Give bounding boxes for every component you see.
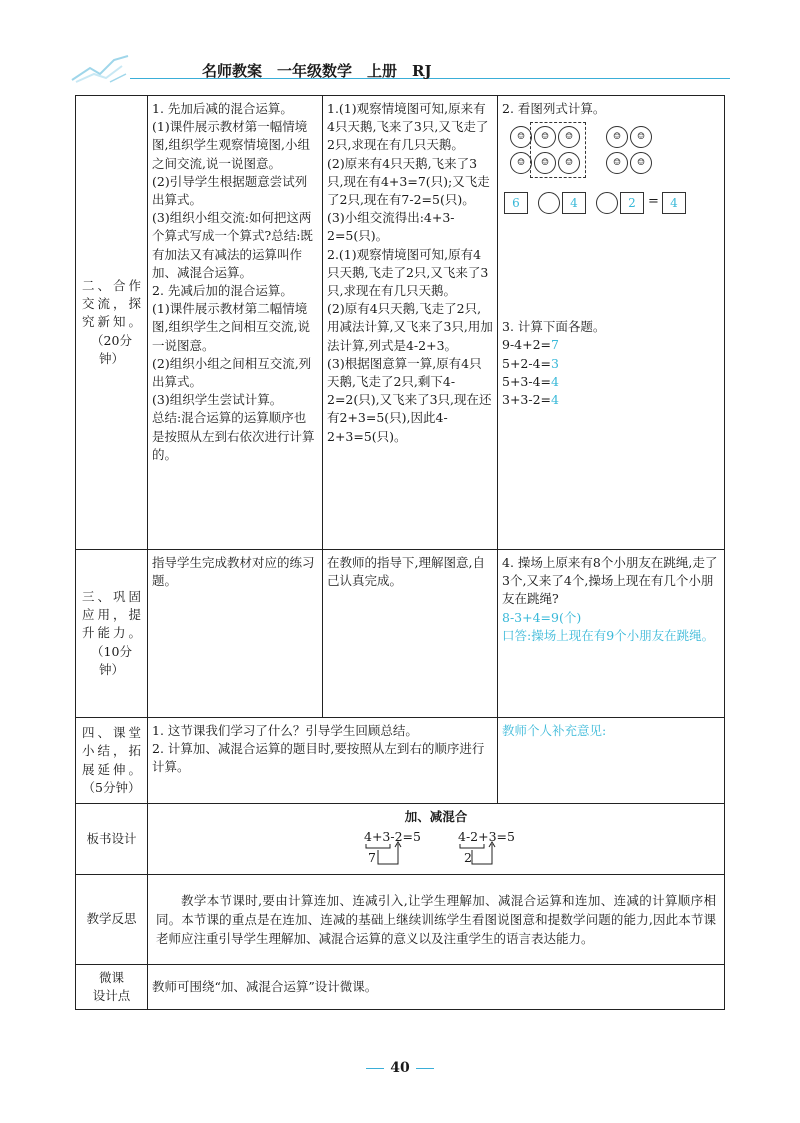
section-summary bbox=[76, 718, 725, 804]
page-header bbox=[70, 50, 730, 90]
smiley-face-icon: ☺ bbox=[606, 126, 628, 148]
section-practice bbox=[76, 550, 725, 718]
board-intermediate: 2 bbox=[464, 850, 472, 865]
header-title: 名师教案 一年级数学 上册 RJ bbox=[202, 62, 432, 80]
reflection-row bbox=[76, 875, 725, 965]
equation-box: 2 bbox=[620, 192, 644, 214]
summary-text: 1. 这节课我们学习了什么？引导学生回顾总结。 2. 计算加、减混合运算的题目时,要按照从左到右的顺序进行计算。 bbox=[148, 718, 498, 804]
smiley-face-icon: ☺ bbox=[534, 152, 556, 174]
calc-item: 3+3-2=4 bbox=[502, 392, 559, 408]
smiley-faces-figure bbox=[502, 122, 720, 184]
equation-box: 4 bbox=[562, 192, 586, 214]
smiley-face-icon: ☺ bbox=[558, 152, 580, 174]
board-expression: 4+3-2=5 bbox=[364, 829, 421, 844]
equation-box: 6 bbox=[504, 192, 528, 214]
smiley-face-icon: ☺ bbox=[534, 126, 556, 148]
page-footer bbox=[0, 1060, 800, 1076]
exercise-column: 2. 看图列式计算。 ☺ ☺ ☺ ☺ ☺ ☺ ☺ ☺ ☺ ☺ 6 4 2 = 4 3. 计算下面各题。 9-4+2=7 5+2-4=3 5+3-4=4 3+3-2=4 bbox=[498, 96, 725, 550]
board-arrows-icon bbox=[152, 808, 652, 870]
smiley-face-icon: ☺ bbox=[558, 126, 580, 148]
dashed-group-box bbox=[530, 122, 586, 178]
exercise-column: 4. 操场上原来有8个小朋友在跳绳,走了3个,又来了4个,操场上现在有几个小朋友在跳绳? 8-3+4=9(个) 口答:操场上现在有9个小朋友在跳绳。 bbox=[498, 550, 725, 718]
smiley-face-icon: ☺ bbox=[510, 126, 532, 148]
teacher-activity: 1. 先加后减的混合运算。 (1)课件展示教材第一幅情境图,组织学生观察情境图,小组之间交流,说一说图意。 (2)引导学生根据题意尝试列出算式。 (3)组织小组交流:如何把这两个算式写成一个算式?总结:既有加法又有减法的运算叫作加、减混合运算。 2. 先减后加的混合运算。 (1)课件展示教材第二幅情境图,组织学生之间相互交流,说一说图意。 (2)组织小组之间相互交流,列出算式。 (3)组织学生尝试计算。 总结:混合运算的运算顺序也是按照从左到右依次进行计算的。 bbox=[148, 96, 323, 550]
student-activity: 1.(1)观察情境图可知,原来有4只天鹅,飞来了3只,又飞走了2只,求现在有几只天鹅。 (2)原来有4只天鹅,飞来了3只,现在有4+3=7(只);又飞走了2只,现在有7-2=5(只)。 (3)小组交流得出:4+3-2=5(只)。 2.(1)观察情境图可知,原有4只天鹅,飞走了2只,又飞来了3只,求现在有几只天鹅。 (2)原有4只天鹅,飞走了2只,用减法计算,又飞来了3只,用加法计算,列式是4-2+3。 (3)根据图意算一算,原有4只天鹅,飞走了2只,剩下4-2=2(只),又飞来了3只,现在还有2+3=5(只),因此4-2+3=5(只)。 bbox=[323, 96, 498, 550]
calc-item: 9-4+2=7 bbox=[502, 337, 559, 353]
stage-label: 二、合作 交流，探 究新知。 （20分钟） bbox=[76, 96, 148, 550]
footer-dash bbox=[366, 1068, 384, 1069]
calc-item: 5+2-4=3 bbox=[502, 355, 559, 371]
board-intermediate: 7 bbox=[368, 850, 376, 865]
operator-circle bbox=[538, 192, 560, 214]
equation-boxes bbox=[502, 192, 720, 222]
calc-item: 5+3-4=4 bbox=[502, 373, 559, 389]
micro-label: 微课 设计点 bbox=[76, 965, 148, 1010]
header-decoration-icon bbox=[70, 52, 132, 86]
footer-dash bbox=[416, 1068, 434, 1069]
board-design-row bbox=[76, 804, 725, 875]
operator-circle bbox=[596, 192, 618, 214]
smiley-face-icon: ☺ bbox=[630, 126, 652, 148]
reflection-text: 教学本节课时,要由计算连加、连减引入,让学生理解加、减混合运算和连加、连减的计算顺序相同。本节课的重点是在连加、连减的基础上继续训练学生看图说图意和提数学问题的能力,因此本节课老师应注重引导学生理解加、减混合运算的意义以及注重学生的语言表达能力。 bbox=[148, 875, 725, 965]
teacher-note: 教师个人补充意见: bbox=[498, 718, 725, 804]
micro-lesson-row bbox=[76, 965, 725, 1010]
stage-label: 三、巩固 应用，提 升能力。 （10分钟） bbox=[76, 550, 148, 718]
board-expression: 4-2+3=5 bbox=[458, 829, 515, 844]
equation-box: 4 bbox=[662, 192, 686, 214]
stage-label: 四、课堂 小结，拓 展延伸。 （5分钟） bbox=[76, 718, 148, 804]
equals-sign: = bbox=[648, 194, 659, 210]
lesson-table bbox=[75, 95, 725, 1010]
board-title: 加、减混合 bbox=[404, 809, 468, 824]
smiley-face-icon: ☺ bbox=[606, 152, 628, 174]
smiley-face-icon: ☺ bbox=[510, 152, 532, 174]
student-activity: 在教师的指导下,理解图意,自己认真完成。 bbox=[323, 550, 498, 718]
micro-text: 教师可围绕“加、减混合运算”设计微课。 bbox=[148, 965, 725, 1010]
section-explore bbox=[76, 96, 725, 550]
smiley-face-icon: ☺ bbox=[630, 152, 652, 174]
board-label: 板书设计 bbox=[76, 804, 148, 875]
board-content bbox=[148, 804, 725, 875]
page-number: 40 bbox=[390, 1060, 410, 1076]
reflection-label: 教学反思 bbox=[76, 875, 148, 965]
teacher-activity: 指导学生完成教材对应的练习题。 bbox=[148, 550, 323, 718]
